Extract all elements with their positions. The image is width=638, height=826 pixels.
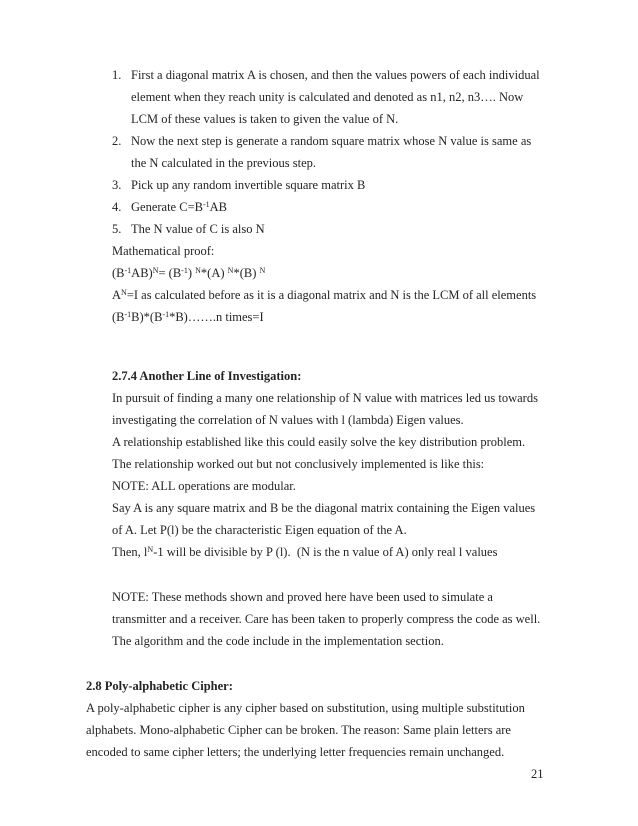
- text-segment: ): [187, 266, 196, 280]
- text-segment: The algorithm and the code include in the implementation section.: [112, 634, 444, 648]
- list-item: [112, 64, 540, 130]
- text-line: [112, 586, 540, 608]
- text-line: [131, 130, 531, 152]
- superscript: N: [121, 287, 127, 297]
- text-segment: element when they reach unity is calculated and denoted as n1, n2, n3…. Now: [131, 90, 524, 104]
- superscript: N: [152, 265, 159, 275]
- text-line: [112, 608, 540, 630]
- text-segment: transmitter and a receiver. Care has been taken to properly compress the code as well.: [112, 612, 541, 626]
- text-segment: AB): [131, 266, 153, 280]
- text-segment: A poly-alphabetic cipher is any cipher based on substitution, using multiple substitution: [86, 701, 525, 715]
- text-line: [112, 409, 538, 431]
- text-line: [112, 497, 538, 519]
- list-item-marker: 2.: [112, 134, 122, 148]
- text-line: [131, 196, 227, 218]
- page-number: 21: [531, 767, 544, 781]
- superscript: N: [259, 265, 266, 275]
- text-segment: *B)…….n times=I: [169, 310, 264, 324]
- superscript: -1: [124, 309, 132, 319]
- text-line: [112, 630, 540, 652]
- list-item-text: [131, 130, 531, 174]
- list-item-marker: 1.: [112, 68, 122, 82]
- text-line: [131, 218, 265, 240]
- list-item: [112, 130, 540, 174]
- text-segment: In pursuit of finding a many one relationship of N value with matrices led us towards: [112, 391, 538, 405]
- text-segment: Generate C=B: [131, 200, 203, 214]
- superscript: N: [195, 265, 201, 275]
- text-line: [131, 86, 540, 108]
- text-segment: =I as calculated before as it is a diagonal matrix and N is the LCM of all elements: [126, 288, 537, 302]
- text-line: [112, 453, 538, 475]
- text-line: [112, 262, 540, 284]
- text-segment: AB: [209, 200, 228, 214]
- text-line: [112, 240, 540, 262]
- math-proof: [112, 240, 540, 328]
- text-segment: *(B): [233, 266, 260, 280]
- text-segment: Pick up any random invertible square matrix B: [131, 178, 366, 192]
- superscript: -1: [202, 199, 210, 209]
- superscript: -1: [181, 265, 188, 275]
- superscript: -1: [162, 309, 170, 319]
- text-segment: Then, l: [112, 545, 148, 559]
- list-item-marker: 3.: [112, 178, 122, 192]
- text-segment: encoded to same cipher letters; the underlying letter frequencies remain unchanged.: [86, 745, 505, 759]
- text-line: [131, 64, 540, 86]
- superscript: N: [227, 265, 234, 275]
- text-segment: -1 will be divisible by P (l). (N is the n value of A) only real l values: [153, 545, 498, 559]
- list-item-text: [131, 174, 365, 196]
- section-heading-2-8: 2.8 Poly-alphabetic Cipher:: [86, 679, 233, 693]
- text-line: [112, 284, 540, 306]
- text-line: [131, 174, 365, 196]
- section-2-8-block: [86, 675, 525, 763]
- text-segment: Now the next step is generate a random square matrix whose N value is same as: [131, 134, 532, 148]
- list-item-text: [131, 218, 265, 240]
- text-segment: A: [112, 288, 122, 302]
- text-line: [86, 719, 525, 741]
- superscript: -1: [124, 265, 132, 275]
- text-segment: alphabets. Mono-alphabetic Cipher can be broken. The reason: Same plain letters are: [86, 723, 511, 737]
- text-segment: Mathematical proof:: [112, 244, 215, 258]
- superscript: N: [147, 544, 154, 554]
- list-item-text: [131, 196, 227, 218]
- list-item: [112, 196, 540, 218]
- text-segment: NOTE: ALL operations are modular.: [112, 479, 296, 493]
- note-paragraph: [112, 586, 540, 652]
- text-segment: NOTE: These methods shown and proved here have been used to simulate a: [112, 590, 493, 604]
- text-line: [131, 152, 531, 174]
- section-2-7-4-body: [112, 387, 538, 563]
- list-item: [112, 174, 540, 196]
- text-line: [112, 475, 538, 497]
- text-segment: Say A is any square matrix and B be the diagonal matrix containing the Eigen values: [112, 501, 536, 515]
- text-line: [112, 306, 540, 328]
- text-segment: First a diagonal matrix A is chosen, and then the values powers of each individual: [131, 68, 540, 82]
- section-2-8-body: [86, 697, 525, 763]
- text-line: [131, 108, 540, 130]
- text-segment: the N calculated in the previous step.: [131, 156, 317, 170]
- text-segment: = (B: [158, 266, 182, 280]
- text-segment: A relationship established like this could easily solve the key distribution problem.: [112, 435, 526, 449]
- text-segment: The N value of C is also N: [131, 222, 265, 236]
- text-line: [112, 519, 538, 541]
- text-line: [112, 541, 538, 563]
- text-line: [86, 697, 525, 719]
- text-line: [112, 431, 538, 453]
- section-2-7-4-block: [112, 365, 538, 563]
- text-line: [112, 387, 538, 409]
- section-heading-2-7-4: 2.7.4 Another Line of Investigation:: [112, 369, 302, 383]
- text-segment: *(A): [200, 266, 228, 280]
- text-segment: LCM of these values is taken to given the value of N.: [131, 112, 399, 126]
- text-line: [86, 741, 525, 763]
- list-item-marker: 5.: [112, 222, 122, 236]
- text-segment: (B: [112, 310, 125, 324]
- text-segment: investigating the correlation of N values with l (lambda) Eigen values.: [112, 413, 464, 427]
- list-item: [112, 218, 540, 240]
- text-segment: (B: [112, 266, 125, 280]
- numbered-list: [112, 64, 540, 240]
- text-segment: of A. Let P(l) be the characteristic Eigen equation of the A.: [112, 523, 407, 537]
- list-and-proof-block: [112, 64, 540, 328]
- list-item-text: [131, 64, 540, 130]
- text-segment: B)*(B: [131, 310, 163, 324]
- text-segment: The relationship worked out but not conclusively implemented is like this:: [112, 457, 485, 471]
- list-item-marker: 4.: [112, 200, 122, 214]
- note-paragraph-block: [112, 586, 540, 652]
